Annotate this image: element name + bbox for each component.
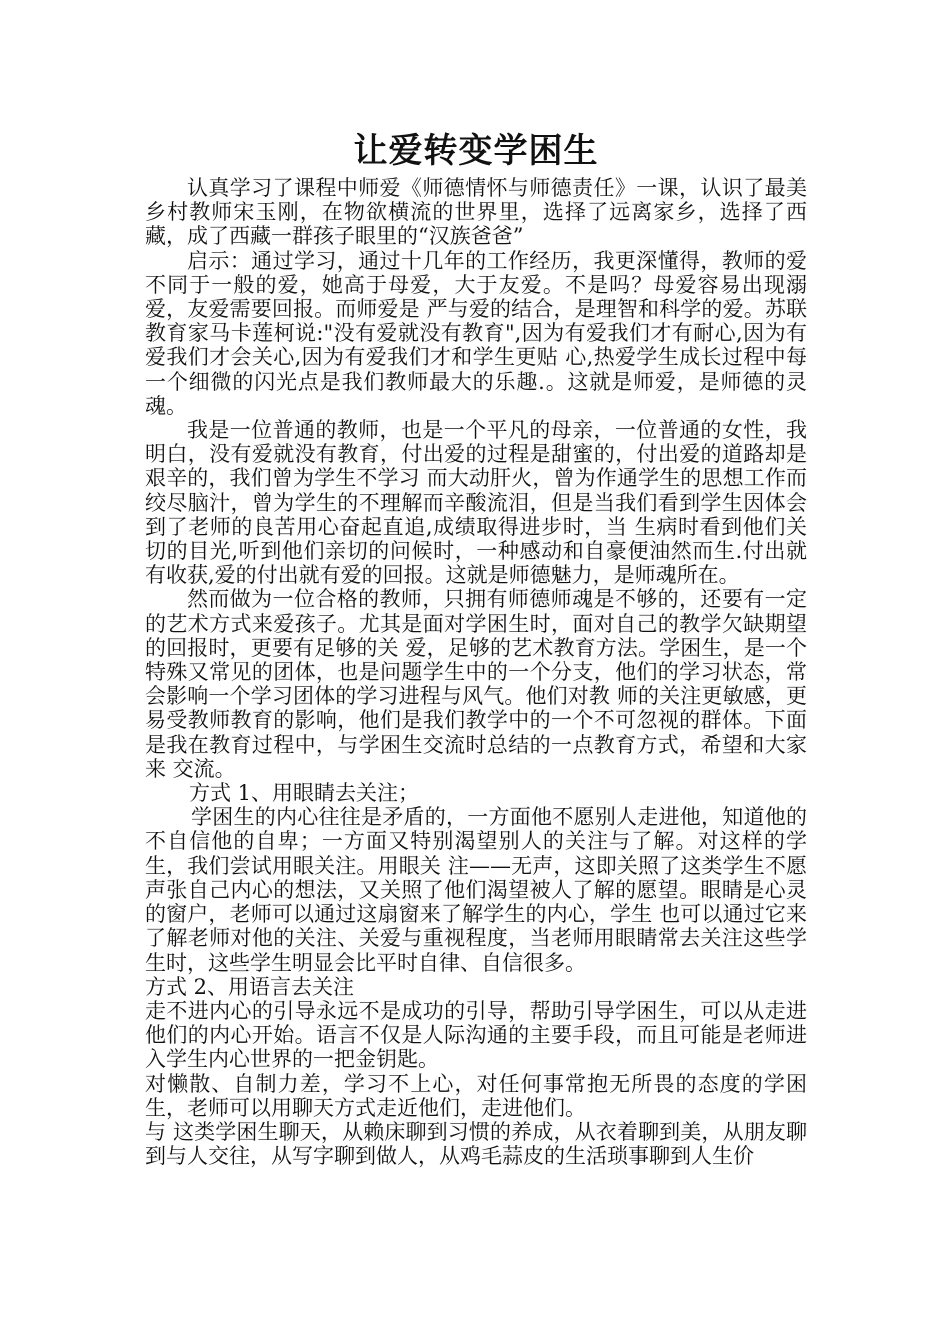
paragraph-method-1: 学困生的内心往往是矛盾的，一方面他不愿别人走进他，知道他的不自信他的自卑；一方面又特别渴望别人的关注与了解。对这样的学生，我们尝试用眼关注。用眼关 注——无声，这即关照了这类学生不愿声张自己内心的想法，又关照了他们渴望被人了解的愿望。眼睛是心灵的窗户，老师可以通过这扇窗来了解学生的内心，学生 也可以通过它来了解老师对他的关注、关爱与重视程度，当老师用眼睛常去关注这些学生时，这些学生明显会比平时自律、自信很多。 (145, 805, 807, 975)
paragraph-insight: 启示：通过学习，通过十几年的工作经历，我更深懂得，教师的爱不同于一般的爱，她高于母爱，大于友爱。不是吗？母爱容易出现溺爱，友爱需要回报。而师爱是 严与爱的结合，是理智和科学的爱。苏联教育家马卡莲柯说:"没有爱就没有教育",因为有爱我们才有耐心,因为有爱我们才会关心,因为有爱我们才和学生更贴 心,热爱学生成长过程中每一个细微的闪光点是我们教师最大的乐趣.。这就是师爱，是师德的灵魂。 (145, 248, 807, 418)
paragraph-method-2a: 走不进内心的引导永远不是成功的引导，帮助引导学困生，可以从走进他们的内心开始。语言不仅是人际沟通的主要手段，而且可能是老师进入学生内心世界的一把金钥匙。 (145, 998, 807, 1072)
method-2-heading: 方式 2、用语言去关注 (145, 974, 355, 999)
paragraph-personal: 我是一位普通的教师，也是一个平凡的母亲，一位普通的女性，我明白，没有爱就没有教育，付出爱的过程是甜蜜的，付出爱的道路却是艰辛的，我们曾为学生不学习 而大动肝火，曾为作通学生的思想工作而绞尽脑汁，曾为学生的不理解而辛酸流泪，但是当我们看到学生因体会到了老师的良苦用心奋起直追,成绩取得进步时，当 生病时看到他们关切的目光,听到他们亲切的问候时，一种感动和自豪便油然而生.付出就有收获,爱的付出就有爱的回报。这就是师德魅力，是师魂所在。 (145, 418, 807, 588)
paragraph-methods-intro: 然而做为一位合格的教师，只拥有师德师魂是不够的，还要有一定的艺术方式来爱孩子。尤其是面对学困生时，面对自己的教学欠缺期望的回报时，更要有足够的关 爱，足够的艺术教育方法。学困生，是一个特殊又常见的团体，也是问题学生中的一个分支，他们的学习状态，常会影响一个学习团体的学习进程与风气。他们对教 师的关注更敏感，更易受教师教育的影响，他们是我们教学中的一个不可忽视的群体。下面是我在教育过程中，与学困生交流时总结的一点教育方式，希望和大家来 交流。 (145, 587, 807, 781)
document-body (145, 176, 807, 1168)
paragraph-method-2b: 对懒散、自制力差，学习不上心，对任何事常抱无所畏的态度的学困生，老师可以用聊天方式走近他们，走进他们。 (145, 1071, 807, 1120)
paragraph-intro: 认真学习了课程中师爱《师德情怀与师德责任》一课，认识了最美乡村教师宋玉刚，在物欲横流的世界里，选择了远离家乡，选择了西藏，成了西藏一群孩子眼里的“汉族爸爸” (145, 176, 807, 249)
document-page (145, 128, 807, 1168)
document-title: 让爱转变学困生 (353, 131, 599, 171)
paragraph-method-2c: 与 这类学困生聊天，从赖床聊到习惯的养成，从衣着聊到美，从朋友聊到与人交往，从写字聊到做人，从鸡毛蒜皮的生活琐事聊到人生价 (145, 1119, 807, 1169)
method-1-heading: 方式 1、用眼睛去关注； (189, 781, 420, 806)
